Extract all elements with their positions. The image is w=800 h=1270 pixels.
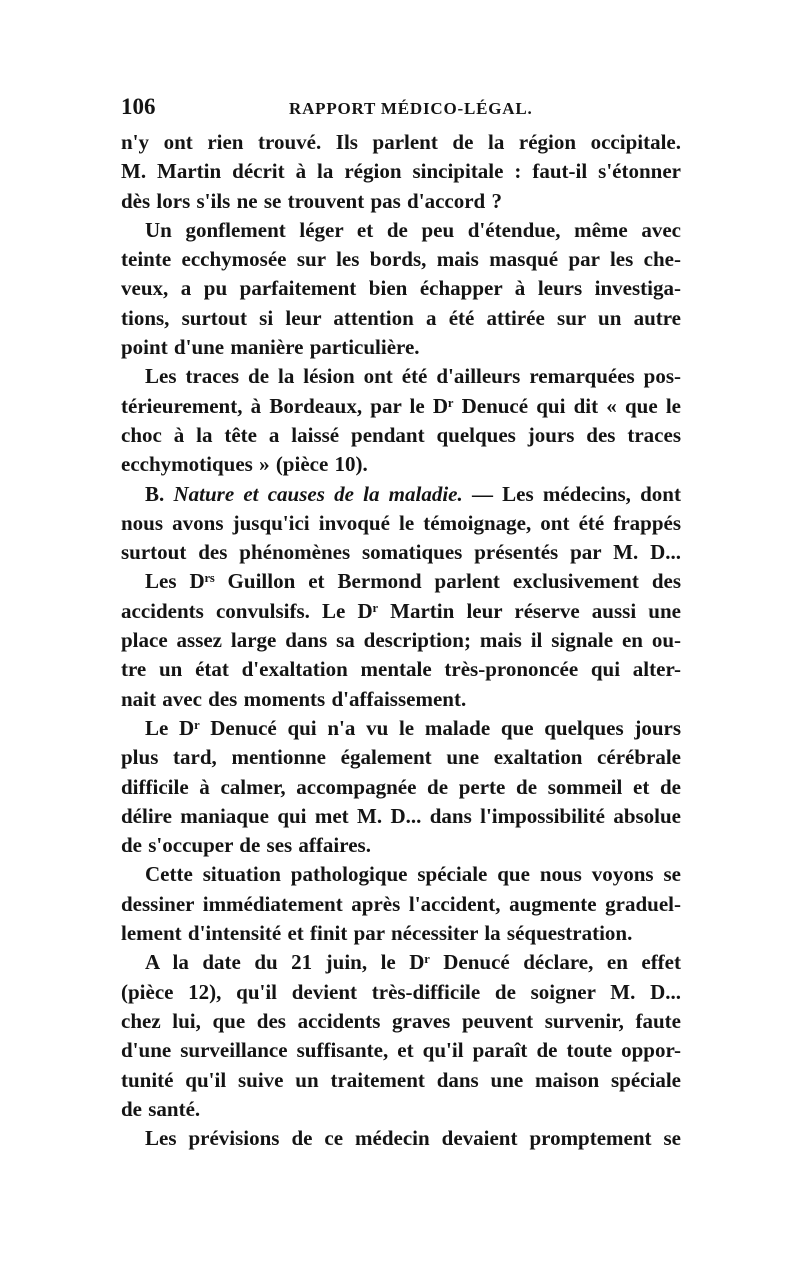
text-line: térieurement, à Bordeaux, par le Dʳ Denucé qui dit « que le — [121, 393, 681, 418]
text-line: chez lui, que des accidents graves peuvent survenir, faute — [121, 1008, 681, 1033]
text-line: de s'occuper de ses affaires. — [121, 833, 371, 858]
text-line: B. Nature et causes de la maladie. — Les médecins, dont — [145, 481, 681, 506]
text-line: ecchymotiques » (pièce 10). — [121, 452, 368, 477]
text-line: de santé. — [121, 1096, 201, 1121]
text-line: délire maniaque qui met M. D... dans l'impossibilité absolue — [121, 803, 681, 828]
text-line: place assez large dans sa description; mais il signale en ou- — [121, 628, 681, 653]
text-line: veux, a pu parfaitement bien échapper à leurs investiga- — [121, 276, 681, 301]
page-number: 106 — [121, 94, 156, 119]
text-line: accidents convulsifs. Le Dʳ Martin leur réserve aussi une — [121, 598, 681, 623]
text-line: (pièce 12), qu'il devient très-difficile de soigner M. D... — [121, 979, 681, 1004]
text-line: choc à la tête a laissé pendant quelques jours des traces — [121, 422, 681, 447]
section-title: Nature et causes de la maladie. — [173, 481, 463, 506]
text-line: nous avons jusqu'ici invoqué le témoignage, ont été frappés — [121, 510, 681, 535]
text-line: Le Dʳ Denucé qui n'a vu le malade que quelques jours — [145, 715, 681, 740]
text-line: tunité qu'il suive un traitement dans une maison spéciale — [121, 1067, 681, 1092]
text-line: point d'une manière particulière. — [121, 335, 420, 360]
text-line: A la date du 21 juin, le Dʳ Denucé déclare, en effet — [145, 950, 681, 975]
text-line: Les traces de la lésion ont été d'ailleurs remarquées pos- — [145, 364, 681, 389]
text-line: nait avec des moments d'affaissement. — [121, 686, 467, 711]
text-line: lement d'intensité et finit par nécessiter la séquestration. — [121, 921, 633, 946]
text-line: Les Dʳˢ Guillon et Bermond parlent exclusivement des — [145, 569, 681, 594]
text-line: n'y ont rien trouvé. Ils parlent de la région occipitale. — [121, 130, 681, 154]
text-line: tre un état d'exaltation mentale très-prononcée qui alter- — [121, 657, 681, 682]
text-line: d'une surveillance suffisante, et qu'il paraît de toute oppor- — [121, 1038, 681, 1063]
text-line: plus tard, mentionne également une exaltation cérébrale — [121, 745, 681, 770]
body-text — [121, 128, 681, 1153]
page-header — [121, 92, 681, 122]
text-line: teinte ecchymosée sur les bords, mais masqué par les che- — [121, 247, 681, 272]
text-line: Les prévisions de ce médecin devaient promptement se — [145, 1126, 681, 1151]
text-line: dessiner immédiatement après l'accident, augmente graduel- — [121, 891, 681, 916]
running-title: RAPPORT MÉDICO-LÉGAL. — [289, 99, 533, 118]
text-line: surtout des phénomènes somatiques présentés par M. D... — [121, 540, 681, 565]
text-line: M. Martin décrit à la région sincipitale : faut-il s'étonner — [121, 159, 681, 184]
text-line: tions, surtout si leur attention a été attirée sur un autre — [121, 305, 681, 330]
text-line: Cette situation pathologique spéciale que nous voyons se — [145, 862, 681, 887]
text-line: dès lors s'ils ne se trouvent pas d'accord ? — [121, 188, 502, 213]
text-line: difficile à calmer, accompagnée de perte de sommeil et de — [121, 774, 681, 799]
text-line: Un gonflement léger et de peu d'étendue, même avec — [145, 217, 681, 242]
